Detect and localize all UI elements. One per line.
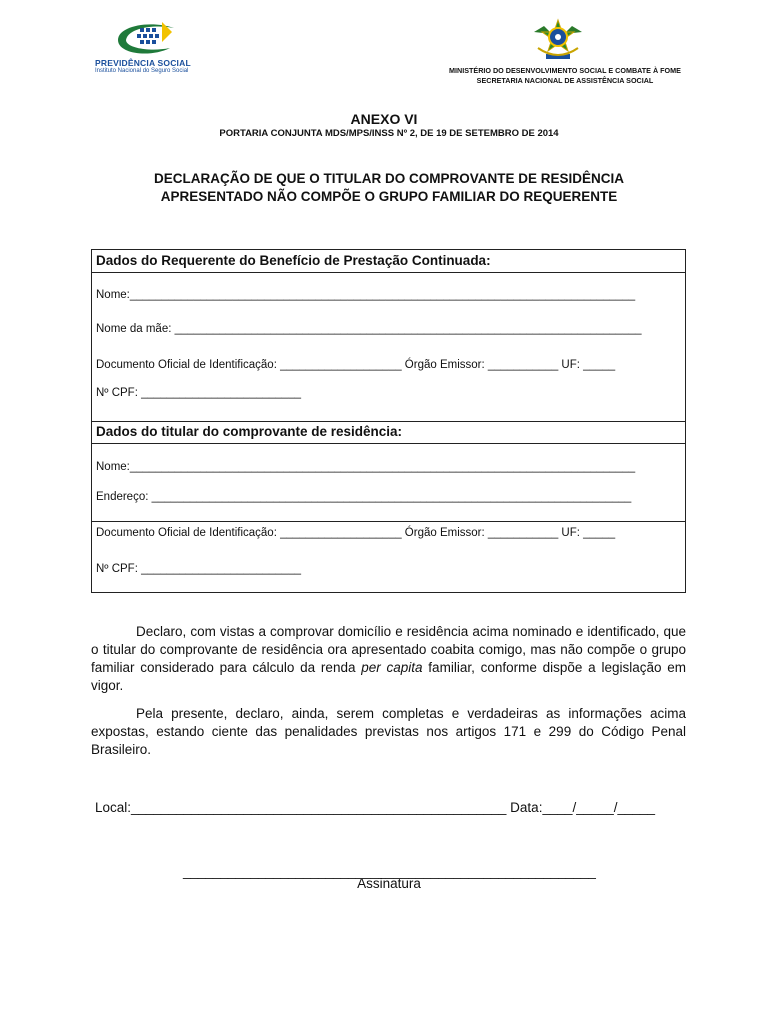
divider — [92, 443, 685, 444]
declaration-title — [0, 170, 768, 206]
previdencia-logo-icon — [110, 18, 182, 58]
form-box — [91, 249, 686, 593]
ministry-header — [400, 66, 730, 86]
signature-line[interactable]: _______________________________________________________ — [183, 864, 596, 879]
section-requerente-heading: Dados do Requerente do Benefício de Prestação Continuada: — [96, 253, 491, 268]
ministry-name: MINISTÉRIO DO DESENVOLVIMENTO SOCIAL E COMBATE À FOME — [449, 66, 681, 75]
section-titular-heading: Dados do titular do comprovante de residência: — [96, 424, 403, 439]
logo-brand-text: PREVIDÊNCIA SOCIAL — [95, 58, 191, 68]
divider — [92, 521, 685, 522]
declaration-title-line1: DECLARAÇÃO DE QUE O TITULAR DO COMPROVANTE DE RESIDÊNCIA — [153, 171, 624, 186]
titular-cpf-field[interactable]: Nº CPF: _________________________ — [96, 563, 301, 575]
titular-documento-field[interactable]: Documento Oficial de Identificação: ___________________ Órgão Emissor: ___________ UF: _____ — [96, 527, 616, 539]
logo-sub-text: Instituto Nacional do Seguro Social — [95, 68, 189, 74]
titular-nome-field[interactable]: Nome:_______________________________________________________________________________ — [96, 461, 636, 473]
local-date-field[interactable]: Local:__________________________________________________ Data:____/_____/_____ — [95, 800, 656, 815]
para1-text-end: familiar, conforme dispõe a legislação em vigor. — [91, 660, 686, 693]
signature-label: Assinatura — [357, 876, 421, 891]
coat-of-arms-icon — [528, 18, 588, 64]
annex-title: ANEXO VI — [350, 111, 418, 127]
divider — [92, 272, 685, 273]
para1-text-start: Declaro, com vistas a comprovar domicílio e residência acima nominado e identificado, que o titular do comprovante de residência ora apresentado coabita comigo, mas não compõe o grupo familiar considerado para cálculo da renda — [91, 624, 686, 675]
requerente-cpf-field[interactable]: Nº CPF: _________________________ — [96, 387, 301, 399]
requerente-documento-field[interactable]: Documento Oficial de Identificação: ___________________ Órgão Emissor: ___________ UF: _____ — [96, 359, 616, 371]
declaration-paragraph-2 — [91, 705, 686, 759]
para2-text: Pela presente, declaro, ainda, serem completas e verdadeiras as informações acima expostas, estando ciente das penalidades previstas nos artigos 171 e 299 do Código Penal Brasileiro. — [91, 706, 686, 757]
requerente-nome-mae-field[interactable]: Nome da mãe: _________________________________________________________________________ — [96, 323, 642, 335]
declaration-title-line2: APRESENTADO NÃO COMPÕE O GRUPO FAMILIAR DO REQUERENTE — [160, 189, 618, 204]
divider — [92, 421, 685, 422]
secretariat-name: SECRETARIA NACIONAL DE ASSISTÊNCIA SOCIAL — [476, 76, 654, 85]
requerente-nome-field[interactable]: Nome:_______________________________________________________________________________ — [96, 289, 636, 301]
previdencia-social-logo — [95, 18, 205, 80]
portaria-subtitle: PORTARIA CONJUNTA MDS/MPS/INSS Nº 2, DE 19 DE SETEMBRO DE 2014 — [219, 128, 559, 139]
declaration-paragraph-1 — [91, 623, 686, 695]
para1-italic-term: per capita — [361, 660, 423, 675]
titular-endereco-field[interactable]: Endereço: ___________________________________________________________________________ — [96, 491, 632, 503]
